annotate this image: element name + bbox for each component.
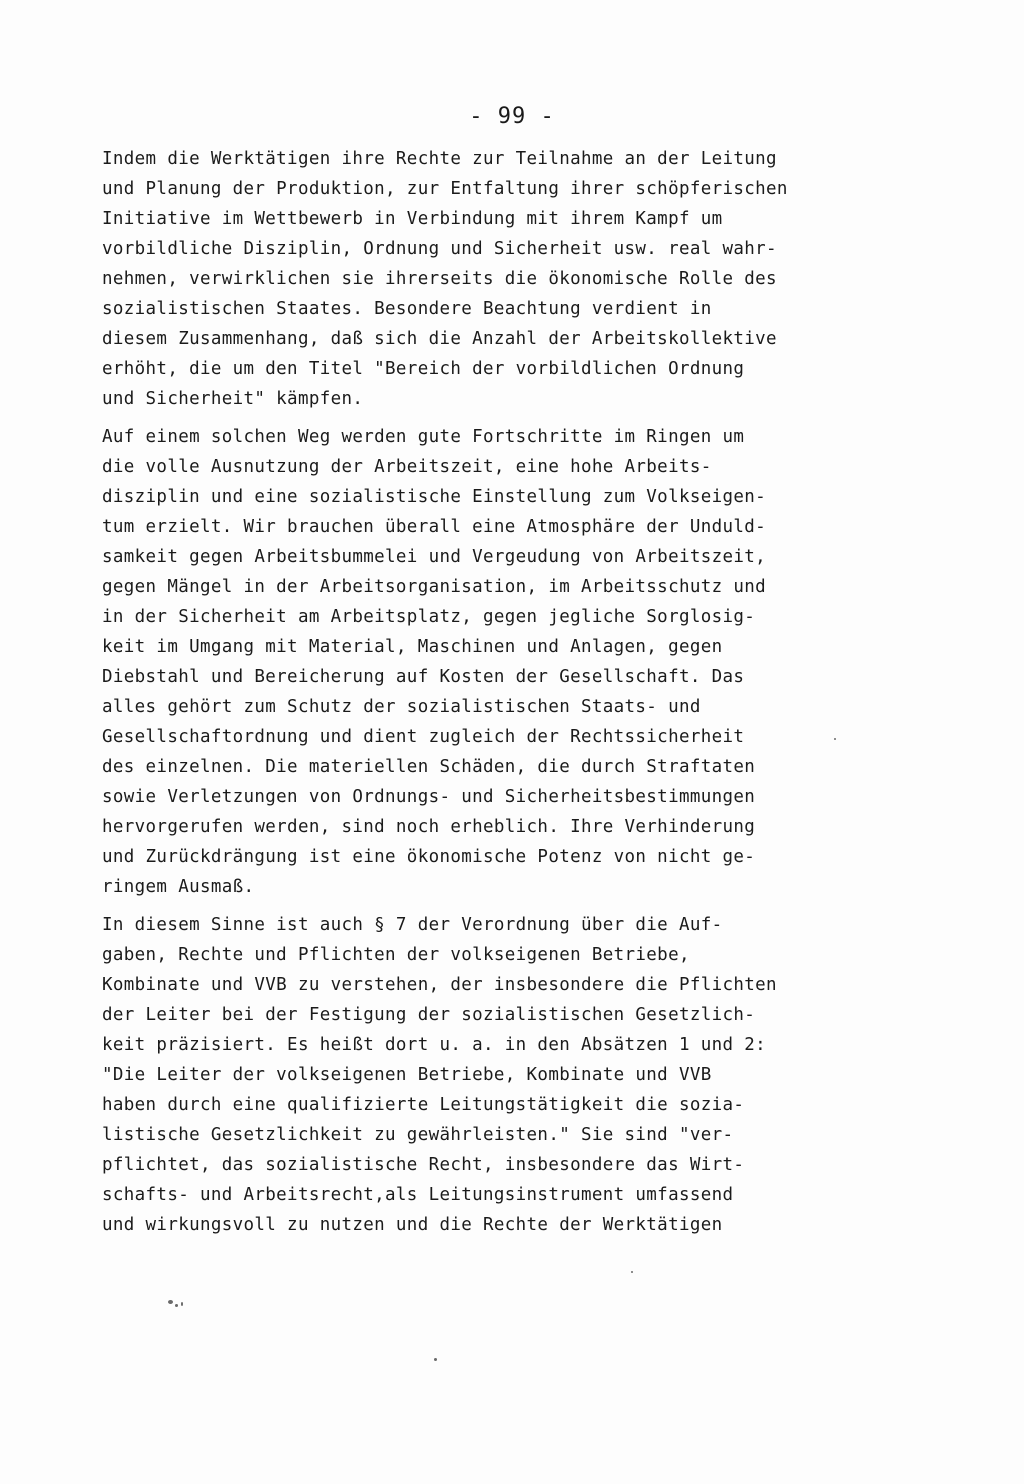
text-line: haben durch eine qualifizierte Leitungstätigkeit die sozia- <box>102 1095 745 1115</box>
text-line: nehmen, verwirklichen sie ihrerseits die ökonomische Rolle des <box>102 269 777 289</box>
body-text <box>102 144 872 1240</box>
text-line: und Zurückdrängung ist eine ökonomische Potenz von nicht ge- <box>102 847 756 867</box>
text-line: und wirkungsvoll zu nutzen und die Rechte der Werktätigen <box>102 1215 723 1235</box>
scan-speck <box>181 1302 183 1306</box>
text-line: vorbildliche Disziplin, Ordnung und Sicherheit usw. real wahr- <box>102 239 777 259</box>
text-line: gaben, Rechte und Pflichten der volkseigenen Betriebe, <box>102 945 690 965</box>
text-line: sozialistischen Staates. Besondere Beachtung verdient in <box>102 299 712 319</box>
text-line: listische Gesetzlichkeit zu gewährleisten." Sie sind "ver- <box>102 1125 734 1145</box>
text-line: Gesellschaftordnung und dient zugleich der Rechtssicherheit <box>102 727 745 747</box>
text-line: und Planung der Produktion, zur Entfaltung ihrer schöpferischen <box>102 179 788 199</box>
text-line: keit präzisiert. Es heißt dort u. a. in den Absätzen 1 und 2: <box>102 1035 767 1055</box>
text-line: Auf einem solchen Weg werden gute Fortschritte im Ringen um <box>102 427 745 447</box>
scan-speck <box>631 1271 633 1273</box>
text-line: erhöht, die um den Titel "Bereich der vorbildlichen Ordnung <box>102 359 745 379</box>
text-line: ringem Ausmaß. <box>102 877 255 897</box>
page-number: - 99 - <box>469 104 555 129</box>
text-line: Indem die Werktätigen ihre Rechte zur Teilnahme an der Leitung <box>102 149 777 169</box>
text-line: disziplin und eine sozialistische Einstellung zum Volkseigen- <box>102 487 767 507</box>
text-line: Kombinate und VVB zu verstehen, der insbesondere die Pflichten <box>102 975 777 995</box>
text-line: gegen Mängel in der Arbeitsorganisation, im Arbeitsschutz und <box>102 577 767 597</box>
paragraph-3 <box>102 910 872 1240</box>
scan-speck <box>834 738 836 740</box>
text-line: und Sicherheit" kämpfen. <box>102 389 364 409</box>
scan-speck <box>434 1358 437 1361</box>
paragraph-gap <box>102 902 872 910</box>
paragraph-2 <box>102 422 872 902</box>
text-line: Initiative im Wettbewerb in Verbindung mit ihrem Kampf um <box>102 209 723 229</box>
text-line: des einzelnen. Die materiellen Schäden, die durch Straftaten <box>102 757 756 777</box>
text-line: tum erzielt. Wir brauchen überall eine Atmosphäre der Unduld- <box>102 517 767 537</box>
paragraph-gap <box>102 414 872 422</box>
text-line: der Leiter bei der Festigung der sozialistischen Gesetzlich- <box>102 1005 756 1025</box>
paragraph-1 <box>102 144 872 414</box>
text-line: "Die Leiter der volkseigenen Betriebe, Kombinate und VVB <box>102 1065 712 1085</box>
scan-speck <box>175 1304 178 1307</box>
text-line: schafts- und Arbeitsrecht,als Leitungsinstrument umfassend <box>102 1185 734 1205</box>
text-line: hervorgerufen werden, sind noch erheblich. Ihre Verhinderung <box>102 817 756 837</box>
text-line: samkeit gegen Arbeitsbummelei und Vergeudung von Arbeitszeit, <box>102 547 767 567</box>
text-line: keit im Umgang mit Material, Maschinen und Anlagen, gegen <box>102 637 723 657</box>
text-line: pflichtet, das sozialistische Recht, insbesondere das Wirt- <box>102 1155 745 1175</box>
text-line: diesem Zusammenhang, daß sich die Anzahl der Arbeitskollektive <box>102 329 777 349</box>
text-line: in der Sicherheit am Arbeitsplatz, gegen jegliche Sorglosig- <box>102 607 756 627</box>
text-line: alles gehört zum Schutz der sozialistischen Staats- und <box>102 697 701 717</box>
text-line: sowie Verletzungen von Ordnungs- und Sicherheitsbestimmungen <box>102 787 756 807</box>
scan-speck <box>168 1300 173 1304</box>
text-line: die volle Ausnutzung der Arbeitszeit, eine hohe Arbeits- <box>102 457 712 477</box>
text-line: Diebstahl und Bereicherung auf Kosten der Gesellschaft. Das <box>102 667 745 687</box>
text-line: In diesem Sinne ist auch § 7 der Verordnung über die Auf- <box>102 915 723 935</box>
